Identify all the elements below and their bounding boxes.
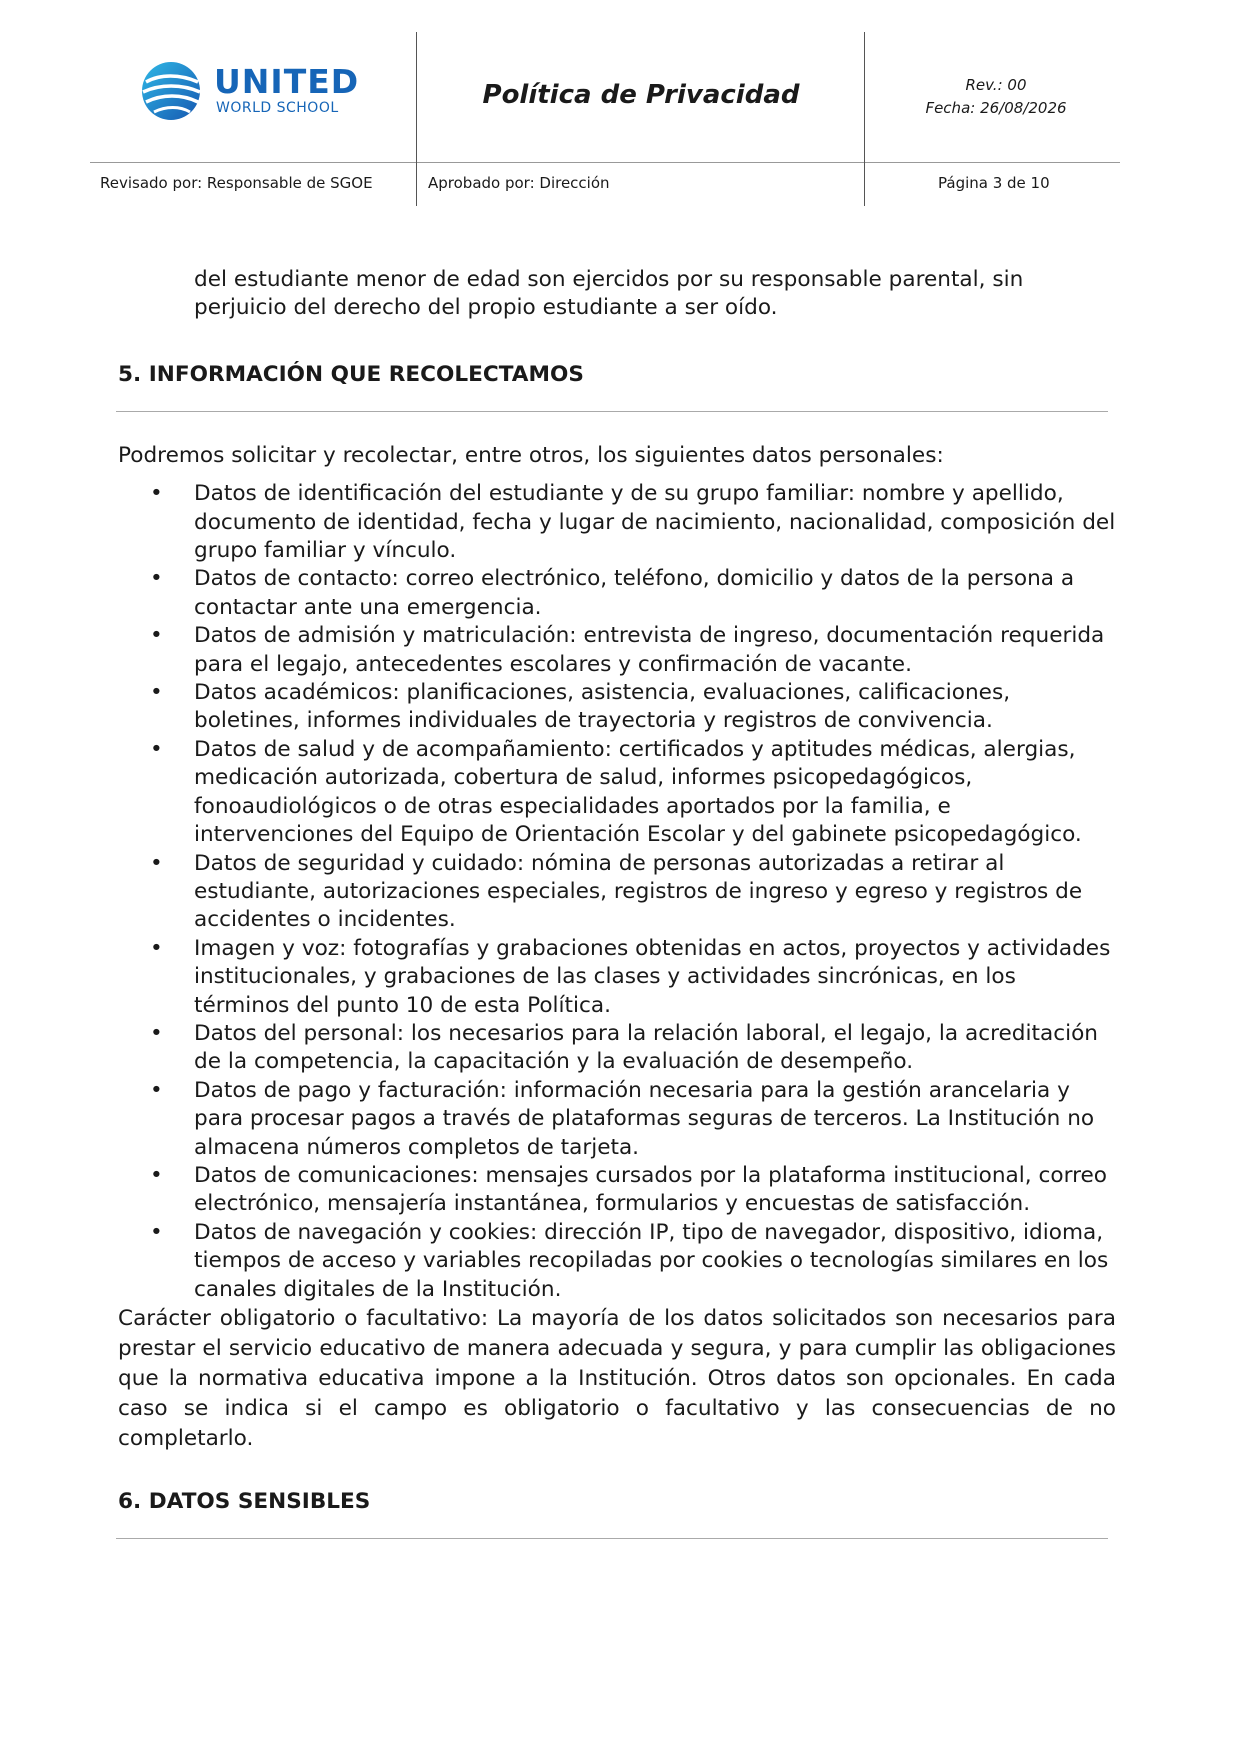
section-6-rule bbox=[116, 1538, 1108, 1539]
footer-divider-right bbox=[864, 162, 865, 206]
list-item: • Datos de comunicaciones: mensajes cursados por la plataforma institucional, correo electrónico, mensajería instantánea, formularios y encuestas de satisfacción. bbox=[118, 1162, 1116, 1219]
revision-label: Rev.: 00 bbox=[965, 76, 1027, 94]
footer-divider-left bbox=[416, 162, 417, 206]
logo-subtitle-text: WORLD SCHOOL bbox=[216, 100, 339, 116]
list-item: • Imagen y voz: fotografías y grabaciones obtenidas en actos, proyectos y actividades institucionales, y grabaciones de las clases y actividades sincrónicas, en los términos del punto 10 de esta Política. bbox=[118, 935, 1116, 1020]
section-5-lead: Podremos solicitar y recolectar, entre otros, los siguientes datos personales: bbox=[118, 442, 944, 468]
list-item: • Datos de pago y facturación: información necesaria para la gestión arancelaria y para procesar pagos a través de plataformas seguras de terceros. La Institución no almacena números completos de tarjeta. bbox=[118, 1077, 1116, 1162]
document-body bbox=[118, 266, 1116, 1539]
list-item: • Datos de identificación del estudiante y de su grupo familiar: nombre y apellido, documento de identidad, fecha y lugar de nacimiento, nacionalidad, composición del grupo familiar y vínculo. bbox=[118, 480, 1116, 565]
list-item: • Datos del personal: los necesarios para la relación laboral, el legajo, la acreditación de la competencia, la capacitación y la evaluación de desempeño. bbox=[118, 1020, 1116, 1077]
mandatory-optional-paragraph: Carácter obligatorio o facultativo: La mayoría de los datos solicitados son necesarios para prestar el servicio educativo de manera adecuada y segura, y para cumplir las obligaciones que la normativa educativa impone a la Institución. Otros datos son opcionales. En cada caso se indica si el campo es obligatorio o facultativo y las consecuencias de no completarlo. bbox=[118, 1306, 1116, 1451]
list-item: • Datos de contacto: correo electrónico, teléfono, domicilio y datos de la persona a contactar ante una emergencia. bbox=[118, 565, 1116, 622]
data-categories-list bbox=[118, 480, 1116, 1304]
list-item: • Datos de seguridad y cuidado: nómina de personas autorizadas a retirar al estudiante, autorizaciones especiales, registros de ingreso y egreso y registros de accidentes o incidentes. bbox=[118, 850, 1116, 935]
list-item: • Datos de salud y de acompañamiento: certificados y aptitudes médicas, alergias, medicación autorizada, cobertura de salud, informes psicopedagógicos, fonoaudiológicos o de otras especialidades aportados por la familia, e intervenciones del Equipo de Orientación Escolar y del gabinete psicopedagógico. bbox=[118, 736, 1116, 850]
approved-by: Aprobado por: Dirección bbox=[428, 174, 610, 192]
school-logo bbox=[140, 60, 370, 122]
reviewed-by: Revisado por: Responsable de SGOE bbox=[100, 174, 373, 192]
section-5-heading: 5. INFORMACIÓN QUE RECOLECTAMOS bbox=[118, 361, 584, 387]
document-title: Política de Privacidad bbox=[482, 80, 800, 110]
header-row-separator bbox=[90, 162, 1120, 163]
logo-brand-text: UNITED bbox=[214, 62, 360, 101]
header-divider-left bbox=[416, 32, 417, 162]
list-item: • Datos de admisión y matriculación: entrevista de ingreso, documentación requerida para el legajo, antecedentes escolares y confirmación de vacante. bbox=[118, 622, 1116, 679]
document-header bbox=[0, 0, 1241, 210]
section-6-heading: 6. DATOS SENSIBLES bbox=[118, 1489, 371, 1514]
header-divider-right bbox=[864, 32, 865, 162]
date-label: Fecha: 26/08/2026 bbox=[925, 99, 1067, 117]
globe-icon bbox=[140, 60, 204, 122]
section-5-rule bbox=[116, 411, 1108, 412]
page-number: Página 3 de 10 bbox=[938, 174, 1050, 192]
list-item: • Datos de navegación y cookies: dirección IP, tipo de navegador, dispositivo, idioma, tiempos de acceso y variables recopiladas por cookies o tecnologías similares en los canales digitales de la Institución. bbox=[118, 1219, 1116, 1304]
list-item: • Datos académicos: planificaciones, asistencia, evaluaciones, calificaciones, boletines, informes individuales de trayectoria y registros de convivencia. bbox=[118, 679, 1116, 736]
intro-paragraph: del estudiante menor de edad son ejercidos por su responsable parental, sin perjuicio del derecho del propio estudiante a ser oído. bbox=[194, 267, 1024, 321]
